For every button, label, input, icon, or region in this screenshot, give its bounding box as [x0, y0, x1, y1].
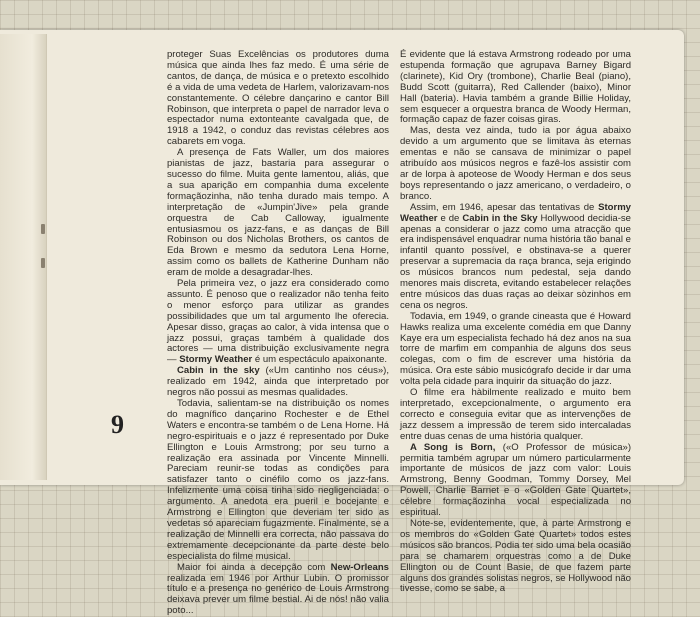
paragraph	[167, 366, 389, 399]
paragraph	[167, 399, 389, 563]
paragraph	[400, 388, 631, 443]
text-run: proteger Suas Excelências os produtores duma música que ainda lhes faz medo. É uma série de cantos, de dança, de música e o pretexto escolhido é a vida de uma vedeta de Harlem, valorizavam-nos constantemente. O célebre dançarino e cantor Bill Robinson, que interpreta o papel de narrador leva o espectador numa extonteante cavalgada que, de 1918 a 1942, o conduz das revistas célebres aos cabarets em voga.	[167, 49, 389, 148]
page-number: 9	[111, 410, 124, 439]
paragraph	[400, 312, 631, 388]
title-emphasis: Cabin in the Sky	[462, 212, 538, 224]
paragraph	[400, 50, 631, 126]
text-run: Hollywood decidia-se apenas a considerar o jazz como uma atracção que era indispensável enquadrar numa história tão banal e infantil quanto possível, e obstinava-se a querer preservar a supremacia da raça branca, seja erigindo os músicos brancos num pedestal, seja dando menores mais discreta, evitando estabelecer relações entre músicos das duas raças ao deixar sòzinhos em cena os negros.	[400, 212, 631, 311]
title-emphasis: New-Orleans	[330, 561, 389, 573]
paragraph	[167, 50, 389, 148]
text-run: Todavia, em 1949, o grande cineasta que é Howard Hawks realiza uma excelente comédia em que Danny Kaye era um especialista fechado há dez anos na sua torre de marfim em companhia de alguns dos seus colegas, com o fim de escrever uma história da música. Ora este sábio musicógrafo decide ir dar uma volta pela cidade para inquirir da situação do jazz.	[400, 310, 631, 388]
paragraph	[400, 203, 631, 312]
text-run: Assim, em 1946, apesar das tentativas de	[410, 201, 599, 213]
text-run: Maior foi ainda a decepção com	[177, 561, 331, 573]
text-run: é um espectáculo apaixonante.	[252, 354, 388, 366]
text-run: Note-se, evidentemente, que, à parte Armstrong e os membros do «Golden Gate Quartet» todos estes músicos são brancos. Podia ter sido uma bela ocasião para se chamarem orquestras como a de Duke Ellington ou de Count Basie, de que fazem parte alguns dos grandes solistas negros, se Hollywood não tivesse, como se sabe, a	[400, 517, 631, 595]
left-text-column	[167, 50, 389, 617]
text-run: Todavia, salientam-se na distribuição os nomes do magnífico dançarino Rochester e de Ethel Waters e encontra-se também o de Lena Horne. Há negro-espirituais e o jazz é representado por Duke Ellington e Louis Armstrong; por seu turno a realização era assinada por Vincente Minnelli. Pareciam reunir-se todas as condições para satisfazer tanto o cinéfilo como os jazz-fans. Infelizmente uma coisa tinha sido negligenciada: o argumento. A anedota era pueril e bocejante e Armstrong e Ellington que deveriam ter sido as vedetas só apareciam fugazmente. Finalmente, se a realização de Minnelli era correcta, não passava do extremamente decepcionante da parte deste belo especialista do filme musical.	[167, 398, 389, 562]
text-run: O filme era hàbilmente realizado e muito bem interpretado, excepcionalmente, o argumento era correcto e conseguia evitar que as intervenções de jazz dessem a impressão de terem sido intercaladas entre duas cenas de uma história qualquer.	[400, 387, 631, 442]
text-run: Pela primeira vez, o jazz era considerado como assunto. É penoso que o realizador não tenha feito o menor esforço para utilizar as grandes possibilidades que um tal argumento lhe oferecia. Apesar disso, graças ao calor, à vida intensa que o jazz possui, graças também à qualidade dos actores — uma distribuição exclusivamente negra —	[167, 278, 389, 366]
paragraph	[167, 148, 389, 279]
paragraph	[167, 563, 389, 617]
left-page-edge	[0, 34, 47, 480]
title-emphasis: Stormy Weather	[400, 201, 631, 224]
text-run: e de	[437, 212, 463, 224]
title-emphasis: Stormy Weather	[179, 354, 253, 366]
staple-bottom	[41, 258, 45, 268]
text-run: A presença de Fats Waller, um dos maiores pianistas de jazz, bastaria para assegurar o sucesso do filme. Muita gente lamentou, aliás, que a sua aparição em companhia duma excelente formaçãozinha, não tenha durado mais tempo. A interpretação de «Jumpin'Jive» pela grande orquestra de Cab Calloway, igualmente entusiasmou os jazz-fans, e as danças de Bill Robinson ou dos Nicholas Brothers, os cantos de Eda Brown e mesmo da sedutora Lena Horne, assim como os ballets de Katherine Dunham não eram de molde a desagradar-lhes.	[167, 147, 389, 279]
text-run: É evidente que lá estava Armstrong rodeado por uma estupenda formação que agrupava Barney Bigard (clarinete), Kid Ory (trombone), Charlie Beal (piano), Budd Scott (guitarra), Red Callender (baixo), Minor Hall (bateria). Havia também a grande Billie Holiday, sem esquecer a orquestra branca de Woody Herman, formação capaz de fazer coisas giras.	[400, 49, 631, 126]
paragraph	[400, 519, 631, 595]
staple-top	[41, 224, 45, 234]
text-run: («Um cantinho nos céus»), realizado em 1942, ainda que interpretado por negros não possui as mesmas qualidades.	[167, 365, 389, 399]
title-emphasis: Cabin in the sky	[177, 365, 260, 377]
text-run: realizada em 1946 por Arthur Lubin. O promissor título e a presença no genérico de Louis Armstrong deixava prever um filme bestial. Ai de nós! não valia poto...	[167, 572, 389, 617]
paragraph	[400, 126, 631, 202]
text-run: Mas, desta vez ainda, tudo ia por água abaixo devido a um argumento que se limitava às eternas ementas e não se cansava de minimizar o papel atribuído aos músicos negros e fazê-los assistir com ar de lorpa à apoteose de Woody Herman e dos seus boys representando o jazz americano, o verdadeiro, o branco.	[400, 125, 631, 202]
right-text-column	[400, 50, 631, 595]
text-run: («O Professor de música») permitia também agrupar um número particularmente importante de músicos de jazz com valor: Louis Armstrong, Benny Goodman, Tommy Dorsey, Mel Powell, Charlie Barnet e o «Golden Gate Quartet», célebre formaçãozinha vocal especializada no espiritual.	[400, 441, 631, 519]
paragraph	[167, 279, 389, 366]
title-emphasis: A Song is Born,	[410, 441, 496, 453]
